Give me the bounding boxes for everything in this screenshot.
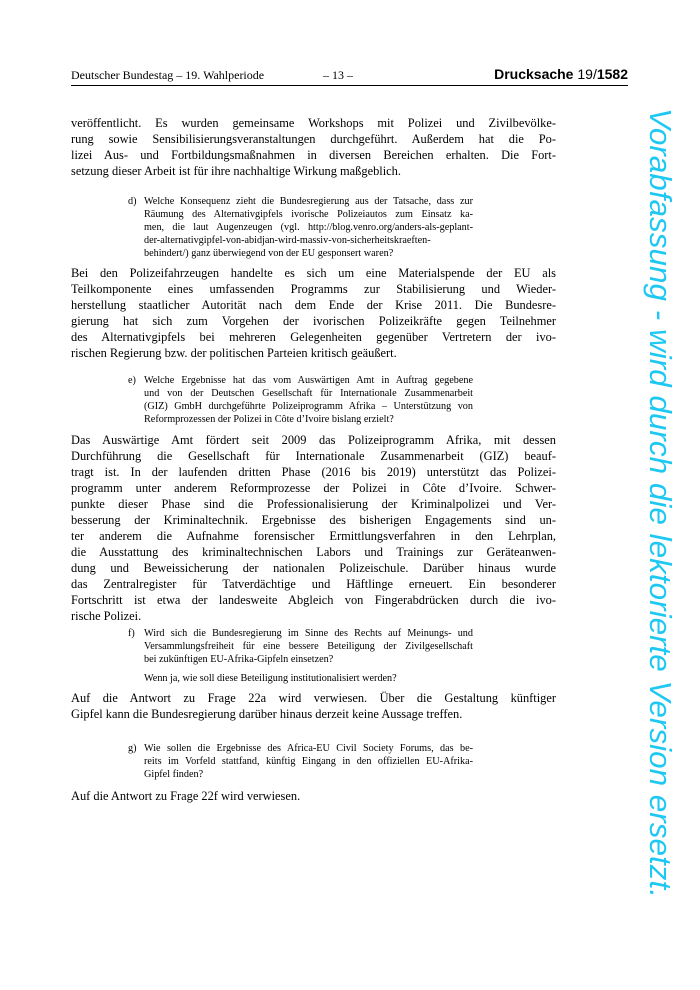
question-d: d) Welche Konsequenz zieht die Bundesregierung aus der Tatsache, dass zur Räumung des Alternativgipfels ivorische Polizeiautos zum Einsatz ka- men, die laut Augenzeugen (vgl. http://blog.venro.org/anders-als-geplant- der-alternativgipfel-von-abidjan-wird-massiv-von-sicherheitskraeften- behindert/) ganz überwiegend von der EU gesponsert waren? <box>128 196 473 259</box>
paragraph-1: veröffentlicht. Es wurden gemeinsame Workshops mit Polizei und Zivilbevölke- rung sowie Sensibilisierungsveranstaltungen durchgeführt. Außerdem hat die Po- lizei Aus- und Fortbildungsmaßnahmen in diversen Bereichen erhalten. Die Fort- setzung dieser Arbeit ist für ihre nachhaltige Wirkung maßgeblich. <box>71 116 556 178</box>
document-number: Drucksache 19/1582 <box>494 66 628 82</box>
answer-d: Bei den Polizeifahrzeugen handelte es sich um eine Materialspende der EU als Teilkomponente eines umfassenden Programms zur Stabilisierung und Wieder- herstellung staatlicher Autorität nach dem Ende der Krise 2011. Die Bundesre- gierung hat sich zum Vorgehen der ivorischen Polizeikräfte gegen Teilnehmer des Alternativgipfels bei mehreren Gelegenheiten gegenüber Vertretern der ivo- rischen Regierung bzw. der politischen Parteien kritisch geäußert. <box>71 266 556 360</box>
question-f-followup: Wenn ja, wie soll diese Beteiligung institutionalisiert werden? <box>144 673 397 684</box>
page-number: – 13 – <box>323 68 353 82</box>
question-e: e) Welche Ergebnisse hat das vom Auswärtigen Amt in Auftrag gegebene und von der Deutschen Gesellschaft für Internationale Zusammenarbeit (GIZ) GmbH durchgeführte Polizeiprogramm Afrika – Unterstützung von Reformprozessen der Polizei in Côte d’Ivoire bislang erzielt? <box>128 375 473 425</box>
question-marker: e) <box>128 375 136 386</box>
question-marker: g) <box>128 743 137 754</box>
question-marker: f) <box>128 628 135 639</box>
question-g: g) Wie sollen die Ergebnisse des Africa-EU Civil Society Forums, das be- reits im Vorfeld stattfand, künftig Eingang in den offiziellen EU-Afrika- Gipfel finden? <box>128 743 473 780</box>
answer-g: Auf die Antwort zu Frage 22f wird verwiesen. <box>71 789 301 803</box>
question-marker: d) <box>128 196 137 207</box>
question-f: f) Wird sich die Bundesregierung im Sinne des Rechts auf Meinungs- und Versammlungsfreiheit für eine bessere Beteiligung der Zivilgesellschaft bei zukünftigen EU-Afrika-Gipfeln einsetzen? Wenn ja, wie soll diese Beteiligung institutionalisiert werden? <box>128 628 473 684</box>
header-parliament: Deutscher Bundestag – 19. Wahlperiode <box>71 68 265 82</box>
watermark-text: Vorabfassung - wird durch die lektorierte Version ersetzt. <box>643 108 678 887</box>
header-rule <box>71 85 628 86</box>
answer-f: Auf die Antwort zu Frage 22a wird verwiesen. Über die Gestaltung künftiger Gipfel kann die Bundesregierung darüber hinaus derzeit keine Aussage treffen. <box>71 691 556 721</box>
answer-e: Das Auswärtige Amt fördert seit 2009 das Polizeiprogramm Afrika, mit dessen Durchführung die Gesellschaft für Internationale Zusammenarbeit (GIZ) beauf- tragt ist. In der laufenden dritten Phase (2016 bis 2019) unterstützt das Polizei- programm unter anderem Reformprozesse der Polizei in Côte d’Ivoire. Schwer- punkte dieser Phase sind die Professionalisierung der Kriminalpolizei und Ver- besserung der Kriminaltechnik. Ergebnisse des bisherigen Engagements sind un- ter anderem die Aufnahme forensischer Ermittlungsverfahren in den Lehrplan, die Ausstattung des kriminaltechnischen Labors und Trainings zur Geräteanwen- dung und Beweissicherung der nationalen Polizeischule. Darüber hinaus wurde das Zentralregister für Tatverdächtige und Häftlinge erneuert. Ein besonderer Fortschritt ist etwa der landesweite Abgleich von Fingerabdrücken durch die ivo- rische Polizei. <box>71 433 556 623</box>
